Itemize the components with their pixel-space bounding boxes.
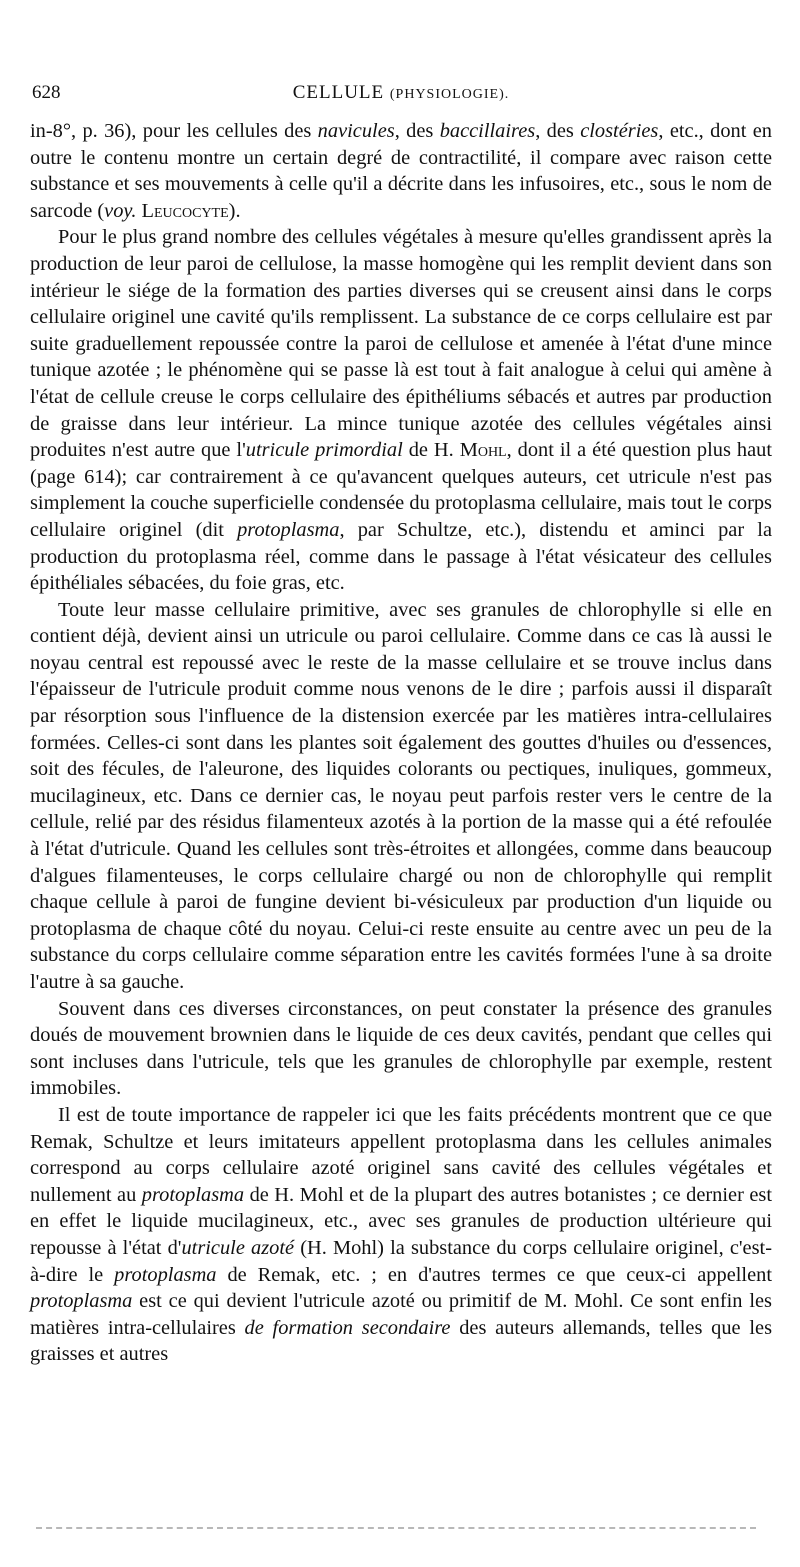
text-run: in-8°, p. 36), pour les cellules des	[30, 120, 318, 142]
text-run: , par Schultze, etc.), distendu et aminci par la production du protoplasma réel, comme dans le passage à l'état vésicateur des cellules épithéliales sébacées, du foie gras, etc.	[30, 518, 772, 595]
italic-text: protoplasma	[30, 1290, 133, 1313]
italic-text: voy.	[104, 199, 137, 222]
page-header	[30, 82, 772, 118]
italic-text: protoplasma	[141, 1183, 245, 1206]
text-run: Pour le plus grand nombre des cellules végétales à mesure qu'elles grandissent après la production de leur paroi de cellulose, la masse homogène qui les remplit devient dans son intérieur le siége de la formation des parties diverses qui se creusent ainsi dans le corps cellulaire originel une cavité qu'ils remplissent. La substance de ce corps cellulaire est par suite graduellement repoussée contre la paroi de cellulose et amenée à l'état d'une mince tunique azotée ; le phénomène qui se passe là est tout à fait analogue à celui qui amène à l'état de cellule creuse le corps cellulaire des épithéliums sébacés et autres par production de graisse dans leur intérieur. La mince tunique azotée des cellules végétales ainsi produites n'est autre que l'	[30, 226, 772, 462]
italic-text: de formation secondaire	[244, 1316, 451, 1339]
smallcaps-text: Leucocyte	[141, 199, 229, 222]
text-run: de H. Mohl et de la plupart des autres botanistes ; ce dernier est en effet le liquide mucilagineux, etc., avec ses granules de production ultérieure qui repousse à l'état d'	[30, 1183, 773, 1259]
italic-text: utricule azoté	[181, 1236, 295, 1259]
italic-text: protoplasma	[237, 518, 340, 541]
text-run: de H.	[402, 439, 460, 462]
paragraph	[30, 118, 772, 224]
running-title-sub: (PHYSIOLOGIE).	[389, 87, 510, 102]
italic-text: utricule primordial	[245, 439, 403, 462]
running-title-main: CELLULE	[292, 82, 385, 103]
italic-text: clostéries	[580, 120, 659, 142]
italic-text: protoplasma	[114, 1263, 217, 1286]
text-run: de Remak, etc. ; en d'autres termes ce que ceux-ci appellent	[216, 1263, 772, 1286]
running-title	[30, 82, 772, 104]
text-run: , etc., dont en outre le contenu montre un certain degré de contractilité, il compare avec raison cette substance et ses mouvements à celle qu'il a décrite dans les infusoires, etc., sous le nom de sarcode (	[30, 120, 772, 222]
text-run: est ce qui devient l'utricule azoté ou primitif de M. Mohl. Ce sont enfin les matières intra-cellulaires	[30, 1290, 772, 1339]
text-run: ).	[228, 199, 241, 222]
text-run: , des	[535, 120, 581, 142]
text-run: , dont il a été question plus haut (page 614); car contrairement à ce qu'avancent quelques auteurs, cet utricule n'est pas simplement la couche superficielle condensée du protoplasma cellulaire, mais tout le corps cellulaire originel (dit	[30, 439, 772, 541]
paragraph	[30, 1102, 772, 1368]
body-text	[30, 118, 772, 1368]
text-run: , des	[394, 120, 440, 142]
footer-rule	[36, 1527, 756, 1529]
page-number: 628	[32, 82, 61, 103]
text-run: Toute leur masse cellulaire primitive, avec ses granules de chlorophylle si elle en contient déjà, devient ainsi un utricule ou paroi cellulaire. Comme dans ce cas là aussi le noyau central est repoussé avec le reste de la masse cellulaire et se trouve inclus dans l'épaisseur de l'utricule produit comme nous venons de le dire ; parfois aussi il disparaît par résorption sous l'influence de la distension exercée par les matières intra-cellulaires formées. Celles-ci sont dans les plantes soit également des gouttes d'huiles ou d'essences, soit des fécules, de l'aleurone, des liquides colorants ou pectiques, inuliques, gommeux, mucilagineux, etc. Dans ce dernier cas, le noyau peut parfois rester vers le centre de la cellule, relié par des résidus filamenteux azotés à la portion de la masse qui a été refoulée à l'état d'utricule. Quand les cellules sont très-étroites et allongées, comme dans beaucoup d'algues filamenteuses, le corps cellulaire chargé ou non de chlorophylle qui remplit chaque cellule à paroi de fungine devient bi-vésiculeux par production d'un liquide ou protoplasma de chaque côté du noyau. Celui-ci reste ensuite au centre avec un peu de la substance du corps cellulaire comme séparation entre les cavités formées l'une à sa droite l'autre à sa gauche.	[30, 598, 772, 993]
text-run: (H. Mohl) la substance du corps cellulaire originel, c'est-à-dire le	[30, 1236, 773, 1286]
italic-text: navicules	[317, 120, 395, 142]
text-run: des auteurs allemands, telles que les graisses et autres	[30, 1316, 772, 1366]
text-run: Souvent dans ces diverses circonstances, on peut constater la présence des granules doués de mouvement brownien dans le liquide de ces deux cavités, pendant que celles qui sont incluses dans l'utricule, tels que les granules de chlorophylle par exemple, restent immobiles.	[30, 997, 772, 1100]
italic-text: baccillaires	[439, 120, 536, 142]
paragraph	[30, 224, 772, 596]
paragraph	[30, 597, 772, 996]
paragraph	[30, 996, 772, 1102]
smallcaps-text: Mohl	[459, 439, 507, 462]
text-run: Il est de toute importance de rappeler ici que les faits précédents montrent que ce que Remak, Schultze et leurs imitateurs appellent protoplasma dans les cellules animales correspond au corps cellulaire azoté originel sans cavité des cellules végétales et nullement au	[30, 1103, 772, 1206]
document-page	[30, 82, 772, 1368]
